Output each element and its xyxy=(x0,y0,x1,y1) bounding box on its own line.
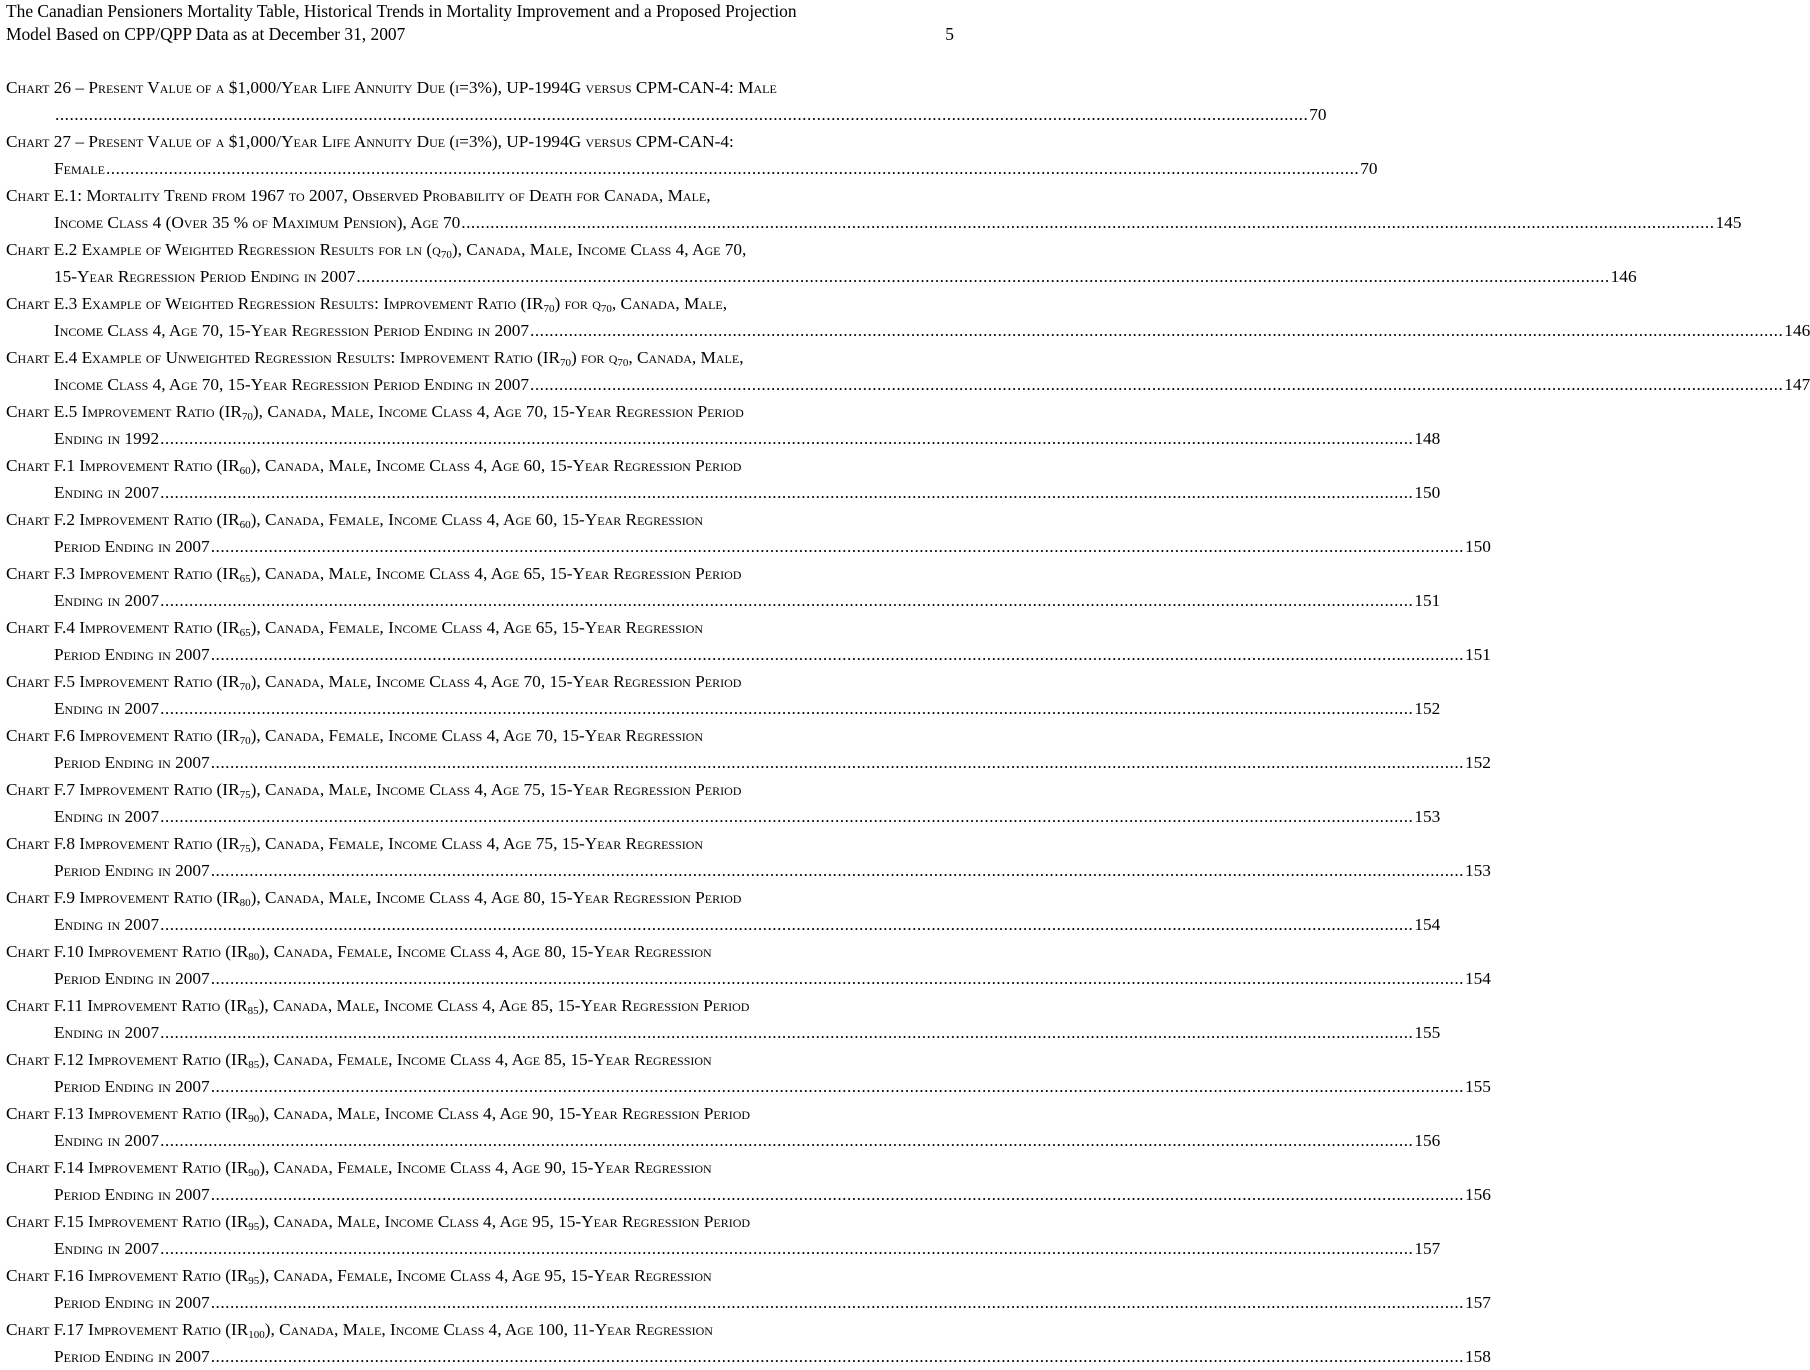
dot-leader: .................................................................................................................................................................................................................................................................... xyxy=(530,321,1784,340)
subscript: 90 xyxy=(248,1167,260,1179)
toc-entry-title xyxy=(6,938,956,965)
dot-leader: .................................................................................................................................................................................................................................................................... xyxy=(160,915,1414,934)
toc-entry[interactable] xyxy=(6,992,1441,1046)
dot-leader: .................................................................................................................................................................................................................................................................... xyxy=(160,807,1414,826)
toc-page-number[interactable]: 158 xyxy=(1464,1347,1491,1366)
toc-entry[interactable] xyxy=(6,236,1637,290)
title-text: ), Canada, Female, Income Class 4, Age 65, 15-Year Regression xyxy=(250,618,704,637)
continuation-text: Income Class 4, Age 70, 15-Year Regression Period Ending in 2007 xyxy=(54,375,530,394)
toc-entry-title xyxy=(6,1316,956,1343)
dot-leader: .................................................................................................................................................................................................................................................................... xyxy=(210,1293,1464,1312)
title-text: Chart F.1 Improvement Ratio (IR xyxy=(6,456,240,475)
list-of-charts xyxy=(6,74,1810,1370)
dot-leader: .................................................................................................................................................................................................................................................................... xyxy=(55,105,1309,124)
toc-page-number[interactable]: 153 xyxy=(1464,861,1491,880)
toc-entry-continuation xyxy=(54,1127,1441,1154)
title-text: Chart E.3 Example of Weighted Regression Results: Improvement Ratio (IR xyxy=(6,294,544,313)
subscript: 70 xyxy=(543,303,555,315)
toc-entry-continuation xyxy=(54,263,1637,290)
toc-entry-continuation xyxy=(54,317,1810,344)
toc-entry-continuation xyxy=(54,857,1491,884)
toc-entry-title xyxy=(6,236,956,263)
toc-entry[interactable] xyxy=(6,938,1491,992)
toc-entry-title xyxy=(6,614,956,641)
toc-entry-continuation xyxy=(54,911,1441,938)
toc-entry-title xyxy=(6,1262,956,1289)
toc-entry-title xyxy=(6,1046,956,1073)
toc-page-number[interactable]: 152 xyxy=(1464,753,1491,772)
running-header xyxy=(6,0,954,46)
toc-entry-title xyxy=(6,668,956,695)
dot-leader: .................................................................................................................................................................................................................................................................... xyxy=(160,1131,1414,1150)
title-text: Chart F.14 Improvement Ratio (IR xyxy=(6,1158,249,1177)
continuation-text: Period Ending in 2007 xyxy=(54,645,210,664)
title-text: ), Canada, Male, Income Class 4, Age 70, 15-Year Regression Period xyxy=(252,402,744,421)
toc-page-number[interactable]: 150 xyxy=(1464,537,1491,556)
toc-entry-continuation xyxy=(54,533,1491,560)
subscript: 80 xyxy=(239,897,251,909)
toc-entry-title xyxy=(6,398,956,425)
toc-entry-title xyxy=(6,1100,956,1127)
dot-leader: .................................................................................................................................................................................................................................................................... xyxy=(210,861,1464,880)
subscript: 75 xyxy=(239,843,251,855)
title-text: Chart F.6 Improvement Ratio (IR xyxy=(6,726,240,745)
toc-page-number[interactable]: 156 xyxy=(1414,1131,1441,1150)
continuation-text: Period Ending in 2007 xyxy=(54,537,210,556)
toc-entry-title xyxy=(6,290,956,317)
dot-leader: .................................................................................................................................................................................................................................................................... xyxy=(210,753,1464,772)
title-text: ), Canada, Male, Income Class 4, Age 95, 15-Year Regression Period xyxy=(259,1212,751,1231)
title-text: Chart E.1: Mortality Trend from 1967 to 2007, Observed Probability of Death for Canada, Male, xyxy=(6,186,711,205)
title-text: ), Canada, Female, Income Class 4, Age 80, 15-Year Regression xyxy=(259,942,712,961)
toc-entry[interactable] xyxy=(6,1262,1491,1316)
toc-entry[interactable] xyxy=(6,452,1441,506)
subscript: 60 xyxy=(239,519,251,531)
toc-entry-continuation xyxy=(54,1343,1491,1370)
toc-entry-title xyxy=(6,776,956,803)
toc-entry[interactable] xyxy=(6,560,1441,614)
dot-leader: .................................................................................................................................................................................................................................................................... xyxy=(530,375,1784,394)
toc-entry-continuation xyxy=(54,155,1378,182)
continuation-text: Period Ending in 2007 xyxy=(54,1293,210,1312)
toc-entry-continuation xyxy=(54,101,1327,128)
subscript: 70 xyxy=(617,357,629,369)
toc-entry[interactable] xyxy=(6,290,1810,344)
dot-leader: .................................................................................................................................................................................................................................................................... xyxy=(160,591,1414,610)
toc-entry[interactable] xyxy=(6,74,1327,128)
toc-page-number[interactable]: 155 xyxy=(1414,1023,1441,1042)
title-text: ), Canada, Male, Income Class 4, Age 60, 15-Year Regression Period xyxy=(250,456,742,475)
subscript: 95 xyxy=(248,1221,260,1233)
toc-entry-continuation xyxy=(54,803,1441,830)
toc-entry-title xyxy=(6,74,956,101)
toc-entry-title xyxy=(6,182,956,209)
continuation-text: 15-Year Regression Period Ending in 2007 xyxy=(54,267,356,286)
toc-page-number[interactable]: 157 xyxy=(1464,1293,1491,1312)
subscript: 75 xyxy=(239,789,251,801)
toc-entry[interactable] xyxy=(6,182,1742,236)
toc-entry-continuation xyxy=(54,1181,1491,1208)
title-text: Chart F.16 Improvement Ratio (IR xyxy=(6,1266,249,1285)
toc-entry-title xyxy=(6,830,956,857)
toc-entry-continuation xyxy=(54,1019,1441,1046)
toc-page-number[interactable]: 152 xyxy=(1414,699,1441,718)
title-text: ) for q xyxy=(570,348,618,367)
toc-entry-continuation xyxy=(54,371,1810,398)
toc-entry[interactable] xyxy=(6,1154,1491,1208)
title-text: ), Canada, Male, Income Class 4, Age 90, 15-Year Regression Period xyxy=(259,1104,751,1123)
toc-entry[interactable] xyxy=(6,344,1810,398)
toc-entry-title xyxy=(6,506,956,533)
toc-entry-title xyxy=(6,1154,956,1181)
toc-entry-title xyxy=(6,452,956,479)
dot-leader: .................................................................................................................................................................................................................................................................... xyxy=(210,1077,1464,1096)
title-text: Chart F.4 Improvement Ratio (IR xyxy=(6,618,240,637)
title-text: , Canada, Male, xyxy=(628,348,744,367)
toc-page-number[interactable]: 146 xyxy=(1610,267,1637,286)
toc-entry-continuation xyxy=(54,479,1441,506)
toc-page-number[interactable]: 156 xyxy=(1464,1185,1491,1204)
toc-entry-continuation xyxy=(54,641,1491,668)
continuation-text: Ending in 2007 xyxy=(54,1131,160,1150)
dot-leader: .................................................................................................................................................................................................................................................................... xyxy=(210,537,1464,556)
title-text: Chart E.5 Improvement Ratio (IR xyxy=(6,402,242,421)
toc-entry-continuation xyxy=(54,209,1742,236)
toc-entry-title xyxy=(6,560,956,587)
toc-page-number[interactable]: 157 xyxy=(1414,1239,1441,1258)
title-text: ), Canada, Female, Income Class 4, Age 85, 15-Year Regression xyxy=(259,1050,712,1069)
toc-entry-continuation xyxy=(54,1289,1491,1316)
dot-leader: .................................................................................................................................................................................................................................................................... xyxy=(160,1023,1414,1042)
toc-entry[interactable] xyxy=(6,668,1441,722)
title-text: Chart F.5 Improvement Ratio (IR xyxy=(6,672,240,691)
continuation-text: Period Ending in 2007 xyxy=(54,861,210,880)
dot-leader: .................................................................................................................................................................................................................................................................... xyxy=(160,699,1414,718)
subscript: 65 xyxy=(239,573,251,585)
continuation-text: Ending in 2007 xyxy=(54,591,160,610)
subscript: 60 xyxy=(239,465,251,477)
subscript: 80 xyxy=(248,951,260,963)
dot-leader: .................................................................................................................................................................................................................................................................... xyxy=(210,969,1464,988)
title-text: Chart F.11 Improvement Ratio (IR xyxy=(6,996,248,1015)
title-text: Chart F.2 Improvement Ratio (IR xyxy=(6,510,240,529)
title-text: ), Canada, Male, Income Class 4, Age 80, 15-Year Regression Period xyxy=(250,888,742,907)
toc-entry-continuation xyxy=(54,425,1441,452)
toc-page-number[interactable]: 150 xyxy=(1414,483,1441,502)
toc-page-number[interactable]: 147 xyxy=(1784,375,1810,394)
title-text: Chart F.12 Improvement Ratio (IR xyxy=(6,1050,249,1069)
title-text: Chart 26 – Present Value of a $1,000/Year Life Annuity Due (i=3%), UP-1994G versus CPM-CAN-4: Male xyxy=(6,78,777,97)
dot-leader: .................................................................................................................................................................................................................................................................... xyxy=(210,1185,1464,1204)
continuation-text: Period Ending in 2007 xyxy=(54,969,210,988)
subscript: 85 xyxy=(247,1005,259,1017)
dot-leader: .................................................................................................................................................................................................................................................................... xyxy=(461,213,1715,232)
toc-page-number[interactable]: 70 xyxy=(1309,105,1327,124)
dot-leader: .................................................................................................................................................................................................................................................................... xyxy=(210,1347,1464,1366)
continuation-text: Period Ending in 2007 xyxy=(54,1347,210,1366)
continuation-text: Period Ending in 2007 xyxy=(54,1185,210,1204)
subscript: 70 xyxy=(440,249,452,261)
dot-leader: .................................................................................................................................................................................................................................................................... xyxy=(160,1239,1414,1258)
title-text: ), Canada, Female, Income Class 4, Age 60, 15-Year Regression xyxy=(250,510,704,529)
continuation-text: Period Ending in 2007 xyxy=(54,1077,210,1096)
toc-entry-title xyxy=(6,344,956,371)
continuation-text: Ending in 2007 xyxy=(54,915,160,934)
continuation-text: Ending in 2007 xyxy=(54,483,160,502)
title-text: Chart E.2 Example of Weighted Regression Results for ln (q xyxy=(6,240,441,259)
subscript: 70 xyxy=(241,411,253,423)
toc-entry-continuation xyxy=(54,1073,1491,1100)
toc-entry[interactable] xyxy=(6,1100,1441,1154)
title-text: ), Canada, Male, Income Class 4, Age 75, 15-Year Regression Period xyxy=(250,780,742,799)
toc-entry[interactable] xyxy=(6,1208,1441,1262)
toc-page-number[interactable]: 155 xyxy=(1464,1077,1491,1096)
toc-page-number[interactable]: 151 xyxy=(1414,591,1441,610)
dot-leader: .................................................................................................................................................................................................................................................................... xyxy=(105,159,1360,178)
title-text: ), Canada, Female, Income Class 4, Age 90, 15-Year Regression xyxy=(259,1158,712,1177)
toc-page-number[interactable]: 148 xyxy=(1414,429,1441,448)
toc-page-number[interactable]: 146 xyxy=(1784,321,1810,340)
dot-leader: .................................................................................................................................................................................................................................................................... xyxy=(210,645,1464,664)
toc-entry-continuation xyxy=(54,965,1491,992)
title-text: ), Canada, Male, Income Class 4, Age 100, 11-Year Regression xyxy=(264,1320,713,1339)
toc-page-number[interactable]: 70 xyxy=(1360,159,1378,178)
toc-page-number[interactable]: 153 xyxy=(1414,807,1441,826)
subscript: 100 xyxy=(248,1329,265,1341)
toc-entry[interactable] xyxy=(6,614,1491,668)
toc-page-number[interactable]: 151 xyxy=(1464,645,1491,664)
toc-page-number[interactable]: 145 xyxy=(1715,213,1742,232)
title-text: Chart E.4 Example of Unweighted Regression Results: Improvement Ratio (IR xyxy=(6,348,560,367)
toc-entry[interactable] xyxy=(6,128,1378,182)
subscript: 95 xyxy=(248,1275,260,1287)
title-text: ), Canada, Male, Income Class 4, Age 85, 15-Year Regression Period xyxy=(258,996,750,1015)
subscript: 85 xyxy=(248,1059,260,1071)
title-text: Chart F.15 Improvement Ratio (IR xyxy=(6,1212,249,1231)
toc-entry-continuation xyxy=(54,749,1491,776)
dot-leader: .................................................................................................................................................................................................................................................................... xyxy=(160,429,1414,448)
title-text: Chart F.10 Improvement Ratio (IR xyxy=(6,942,249,961)
title-text: ), Canada, Male, Income Class 4, Age 65, 15-Year Regression Period xyxy=(250,564,742,583)
subscript: 70 xyxy=(239,735,251,747)
title-text: Chart F.17 Improvement Ratio (IR xyxy=(6,1320,249,1339)
header-title-line2-text: Model Based on CPP/QPP Data as at December 31, 2007 xyxy=(6,24,406,44)
toc-entry-continuation xyxy=(54,587,1441,614)
subscript: 70 xyxy=(239,681,251,693)
toc-page-number[interactable]: 154 xyxy=(1464,969,1491,988)
continuation-text: Ending in 1992 xyxy=(54,429,160,448)
toc-entry[interactable] xyxy=(6,830,1491,884)
continuation-text: Income Class 4, Age 70, 15-Year Regression Period Ending in 2007 xyxy=(54,321,530,340)
toc-entry-title xyxy=(6,722,956,749)
toc-page-number[interactable]: 154 xyxy=(1414,915,1441,934)
header-title-line1: The Canadian Pensioners Mortality Table, Historical Trends in Mortality Improvement and a Proposed Projection xyxy=(6,1,797,21)
title-text: Chart F.3 Improvement Ratio (IR xyxy=(6,564,240,583)
toc-entry[interactable] xyxy=(6,722,1491,776)
continuation-text: Ending in 2007 xyxy=(54,699,160,718)
toc-entry-title xyxy=(6,1208,956,1235)
toc-entry[interactable] xyxy=(6,1316,1491,1370)
continuation-text: Ending in 2007 xyxy=(54,1023,160,1042)
page-number: 5 xyxy=(945,24,954,44)
toc-entry-continuation xyxy=(54,1235,1441,1262)
title-text: ), Canada, Female, Income Class 4, Age 75, 15-Year Regression xyxy=(250,834,704,853)
title-text: ), Canada, Male, Income Class 4, Age 70, 15-Year Regression Period xyxy=(250,672,742,691)
title-text: Chart F.8 Improvement Ratio (IR xyxy=(6,834,240,853)
title-text: ), Canada, Female, Income Class 4, Age 70, 15-Year Regression xyxy=(250,726,704,745)
header-title-line2 xyxy=(6,23,954,46)
toc-entry-title xyxy=(6,992,956,1019)
toc-entry[interactable] xyxy=(6,398,1441,452)
toc-entry-title xyxy=(6,884,956,911)
subscript: 90 xyxy=(248,1113,260,1125)
dot-leader: .................................................................................................................................................................................................................................................................... xyxy=(160,483,1414,502)
toc-entry-title xyxy=(6,128,956,155)
title-text: ) for q xyxy=(554,294,601,313)
continuation-text: Female xyxy=(54,159,105,178)
toc-entry[interactable] xyxy=(6,884,1441,938)
subscript: 65 xyxy=(239,627,251,639)
continuation-text: Period Ending in 2007 xyxy=(54,753,210,772)
title-text: ), Canada, Male, Income Class 4, Age 70, xyxy=(451,240,747,259)
continuation-text: Income Class 4 (Over 35 % of Maximum Pension), Age 70 xyxy=(54,213,461,232)
dot-leader: .................................................................................................................................................................................................................................................................... xyxy=(356,267,1610,286)
subscript: 70 xyxy=(600,303,612,315)
continuation-text: Ending in 2007 xyxy=(54,1239,160,1258)
toc-entry[interactable] xyxy=(6,506,1491,560)
title-text: Chart F.7 Improvement Ratio (IR xyxy=(6,780,240,799)
toc-entry[interactable] xyxy=(6,1046,1491,1100)
toc-entry-continuation xyxy=(54,695,1441,722)
title-text: Chart F.13 Improvement Ratio (IR xyxy=(6,1104,249,1123)
title-text: ), Canada, Female, Income Class 4, Age 95, 15-Year Regression xyxy=(259,1266,712,1285)
continuation-text: Ending in 2007 xyxy=(54,807,160,826)
title-text: Chart F.9 Improvement Ratio (IR xyxy=(6,888,240,907)
toc-entry[interactable] xyxy=(6,776,1441,830)
title-text: , Canada, Male, xyxy=(611,294,728,313)
title-text: Chart 27 – Present Value of a $1,000/Year Life Annuity Due (i=3%), UP-1994G versus CPM-CAN-4: xyxy=(6,132,734,151)
subscript: 70 xyxy=(559,357,571,369)
